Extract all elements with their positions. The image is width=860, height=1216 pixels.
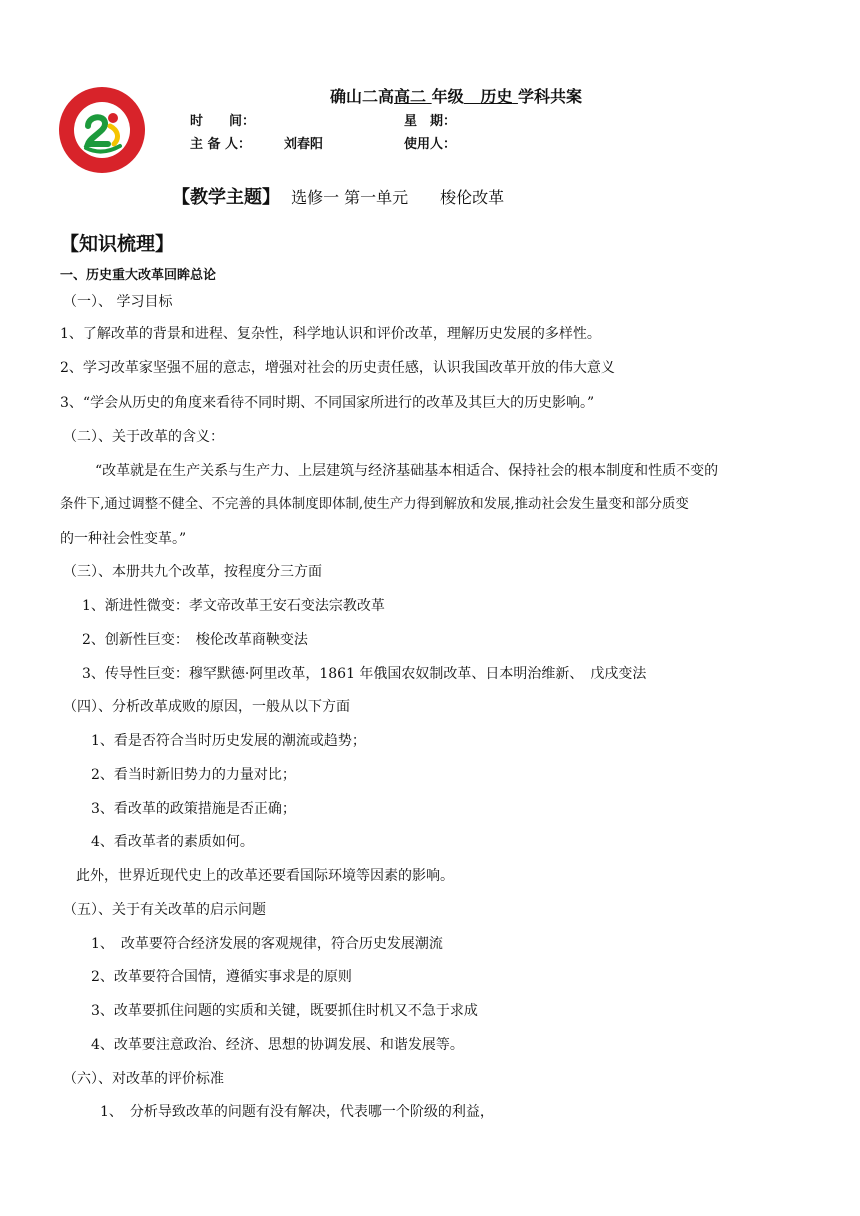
body-line: 1、 改革要符合经济发展的客观规律，符合历史发展潮流: [91, 936, 443, 952]
body-line: （六）、对改革的评价标准: [63, 1071, 224, 1087]
body-line: 2、学习改革家坚强不屈的意志，增强对社会的历史责任感，认识我国改革开放的伟大意义: [60, 360, 615, 376]
body-line: （五）、关于有关改革的启示问题: [63, 902, 266, 918]
body-line: “改革就是在生产关系与生产力、上层建筑与经济基础基本相适合、保持社会的根本制度和性质不变的: [95, 463, 719, 479]
body-line: 的一种社会性变革。”: [60, 531, 187, 547]
subject-value: 历史: [480, 87, 513, 106]
body-line: 4、改革要注意政治、经济、思想的协调发展、和谐发展等。: [91, 1037, 464, 1053]
body-line: （三）、本册共九个改革，按程度分三方面: [63, 564, 322, 580]
body-line: 1、渐进性微变：孝文帝改革王安石变法宗教改革: [82, 598, 385, 614]
body-line: 3、传导性巨变：穆罕默德·阿里改革，1861 年俄国农奴制改革、日本明治维新、 戊戌变法: [82, 666, 647, 682]
grade-value: 高二: [394, 87, 427, 106]
body-line: （二）、关于改革的含义：: [63, 429, 224, 445]
user-label: 使用人：: [404, 137, 457, 152]
theme-content: 选修一 第一单元 梭伦改革: [291, 188, 505, 207]
preparer-label: 主 备 人：: [190, 137, 252, 152]
body-line: 3、看改革的政策措施是否正确；: [91, 801, 296, 817]
preparer-name: 刘春阳: [284, 137, 324, 152]
body-line: 1、 分析导致改革的问题有没有解决，代表哪一个阶级的利益，: [100, 1104, 494, 1120]
part1-title: 一、历史重大改革回眸总论: [60, 268, 217, 283]
body-line: 1、看是否符合当时历史发展的潮流或趋势；: [91, 733, 366, 749]
school-logo: [58, 86, 146, 174]
body-line: 条件下,通过调整不健全、不完善的具体制度即体制,使生产力得到解放和发展,推动社会发生量变和部分质变: [60, 497, 689, 512]
body-line: 3、“学会从历史的角度来看待不同时期、不同国家所进行的改革及其巨大的历史影响。”: [60, 395, 595, 411]
section-title: 【知识梳理】: [60, 233, 175, 255]
doc-title: [330, 84, 582, 107]
body-line: 此外，世界近现代史上的改革还要看国际环境等因素的影响。: [76, 868, 454, 884]
body-line: 1、了解改革的背景和进程、复杂性，科学地认识和评价改革，理解历史发展的多样性。: [60, 326, 601, 342]
body-line: 4、看改革者的素质如何。: [91, 834, 254, 850]
weekday-label: 星 期：: [404, 114, 457, 129]
school-name: 确山二高: [330, 87, 395, 106]
grade-suffix: 年级: [431, 87, 464, 106]
teaching-theme: [172, 183, 504, 209]
body-line: （四）、分析改革成败的原因，一般从以下方面: [63, 699, 350, 715]
theme-label: 【教学主题】: [172, 187, 280, 208]
body-line: （一）、 学习目标: [63, 294, 173, 310]
time-label: 时 间：: [190, 114, 256, 129]
subject-suffix: 学科共案: [517, 87, 582, 106]
body-line: 2、创新性巨变： 梭伦改革商鞅变法: [82, 632, 308, 648]
body-line: 2、改革要符合国情，遵循实事求是的原则: [91, 969, 352, 985]
body-line: 3、改革要抓住问题的实质和关键，既要抓住时机又不急于求成: [91, 1003, 478, 1019]
body-line: 2、看当时新旧势力的力量对比；: [91, 767, 296, 783]
